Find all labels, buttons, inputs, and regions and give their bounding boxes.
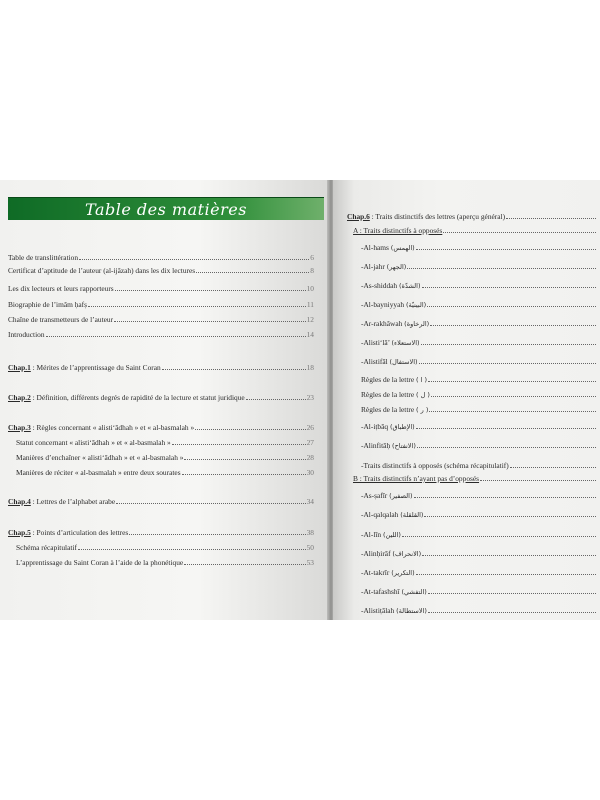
toc-entry: Chaîne de transmetteurs de l’auteur 12 <box>8 315 314 324</box>
toc-entry: -Alinfitāḥ (الانفتاح) <box>361 441 597 451</box>
toc-entry: Les dix lecteurs et leurs rapporteurs 10 <box>8 284 314 293</box>
toc-chapter: Chap.1 : Mérites de l’apprentissage du Saint Coran 18 <box>8 363 314 372</box>
toc-entry: -Al-iṭbāq (الإطباق) <box>361 422 597 432</box>
toc-entry: -At-takrīr (التكرير) <box>361 568 597 578</box>
toc-entry: Règles de la lettre ( ل ) <box>361 390 597 400</box>
toc-entry: Introduction 14 <box>8 330 314 339</box>
toc-entry: -Alinḥirāf (الانحراف) <box>361 549 597 559</box>
toc-entry: -As-ṣafīr (الصفير) <box>361 491 597 501</box>
toc-entry: Statut concernant « alisti‘ādhah » et « al-basmalah » 27 <box>16 438 314 447</box>
title-banner <box>8 197 324 220</box>
toc-entry: Table de translittération 6 <box>8 253 314 262</box>
right-page <box>333 180 600 620</box>
toc-entry: -At-tafashshī (التفشي) <box>361 587 597 597</box>
toc-entry: -Al-bayniyyah (البينيّة) <box>361 300 597 310</box>
toc-chapter: Chap.2 : Définition, différents degrés de rapidité de la lecture et statut juridique 23 <box>8 393 314 402</box>
toc-chapter: Chap.4 : Lettres de l’alphabet arabe 34 <box>8 497 314 506</box>
toc-chapter: Chap.3 : Règles concernant « alisti‘ādhah » et « al-basmalah » 26 <box>8 423 314 432</box>
page-title: Table des matières <box>85 200 247 219</box>
toc-entry: Schéma récapitulatif 50 <box>16 543 314 552</box>
toc-entry: -Ar-rakhâwah (الرخاوة) <box>361 319 597 329</box>
toc-entry: -Alisti‘lā’ (الاستعلاء) <box>361 338 597 348</box>
toc-chapter: Chap.5 : Points d’articulation des lettres 38 <box>8 528 314 537</box>
toc-chapter: Chap.6 : Traits distinctifs des lettres (aperçu général) <box>347 212 597 222</box>
toc-entry: Certificat d’aptitude de l’auteur (al-ijâzah) dans les dix lectures 8 <box>8 266 314 275</box>
toc-entry: -As-shiddah (الشدّة) <box>361 281 597 291</box>
toc-section: B : Traits distinctifs n’ayant pas d’opposés <box>353 474 597 484</box>
toc-entry: Manières d’enchaîner « alisti‘ādhah » et « al-basmalah » 28 <box>16 453 314 462</box>
toc-entry: -Al-hams (الهمس) <box>361 243 597 253</box>
toc-entry: -Alistifāl (الاستفال) <box>361 357 597 367</box>
toc-entry: -Alistiṭālah (الاستطالة) <box>361 606 597 616</box>
toc-entry: -Al-līn (اللين) <box>361 530 597 540</box>
left-page <box>0 180 330 620</box>
toc-entry: -Traits distinctifs à opposés (schéma récapitulatif) <box>361 461 597 471</box>
toc-section: A : Traits distinctifs à opposés <box>353 226 597 236</box>
toc-entry: Manières de réciter « al-basmalah » entre deux sourates 30 <box>16 468 314 477</box>
toc-entry: -Al-jahr (الجهر) <box>361 262 597 272</box>
toc-entry: -Al-qalqalah (القلقلة) <box>361 510 597 520</box>
toc-entry: L’apprentissage du Saint Coran à l’aide de la phonétique 53 <box>16 558 314 567</box>
toc-entry: Règles de la lettre ( ا ) <box>361 375 597 385</box>
toc-entry: Biographie de l’imâm ḥafṣ 11 <box>8 300 314 309</box>
toc-entry: Règles de la lettre ( ر ) <box>361 405 597 415</box>
